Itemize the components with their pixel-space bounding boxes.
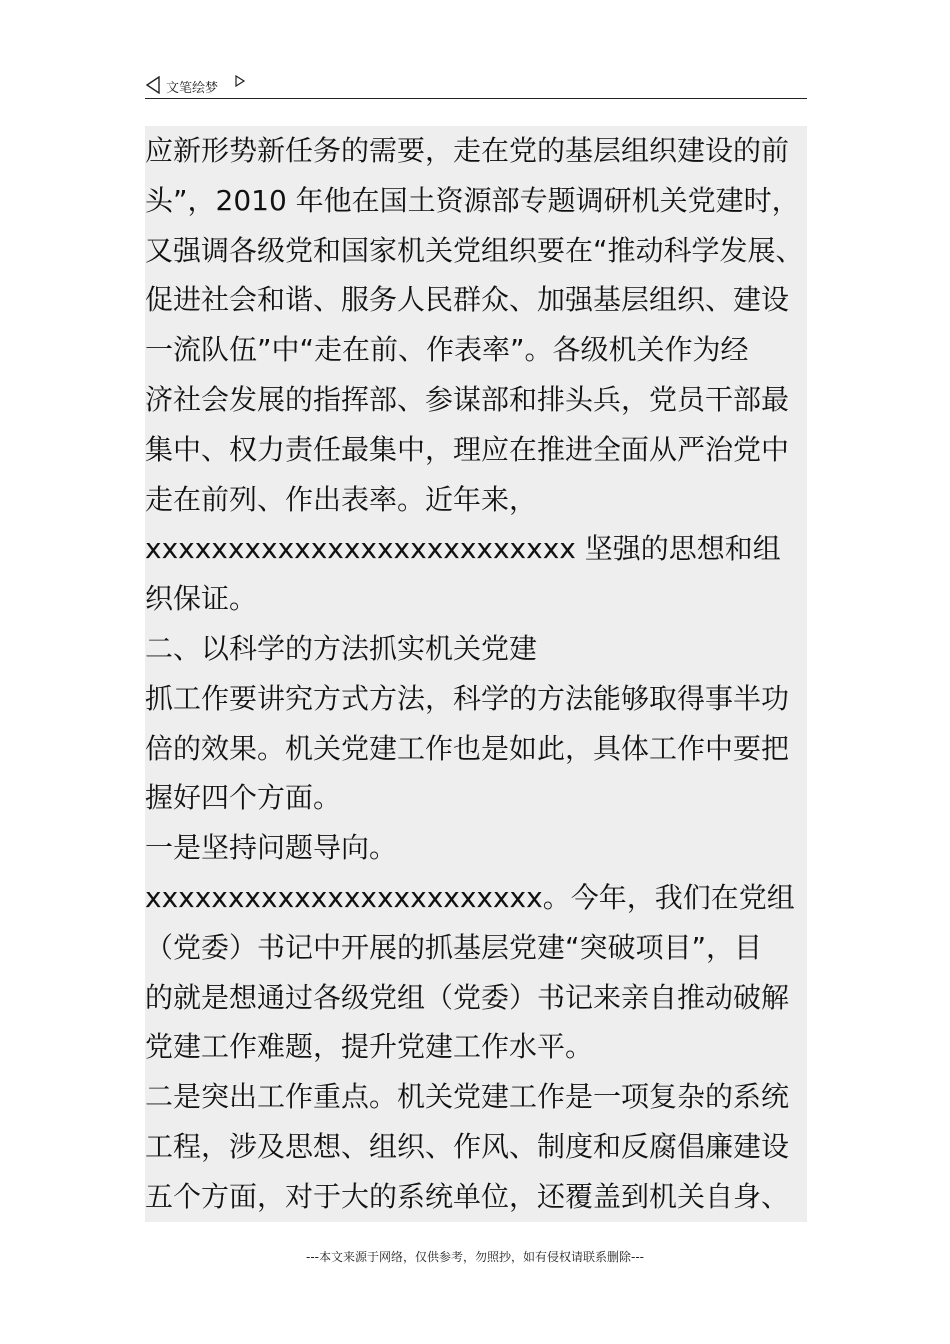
text-line: 握好四个方面。: [145, 781, 342, 815]
text-line: 工程，涉及思想、组织、作风、制度和反腐倡廉建设: [145, 1129, 790, 1163]
text-line: 集中、权力责任最集中，理应在推进全面从严治党中: [145, 432, 790, 466]
text-line: 织保证。: [145, 582, 258, 616]
text-line: 五个方面，对于大的系统单位，还覆盖到机关自身、: [145, 1179, 790, 1213]
text-line: xxxxxxxxxxxxxxxxxxxxxxxx。今年，我们在党组: [145, 880, 795, 914]
page-footer: ---本文来源于网络，仅供参考，勿照抄，如有侵权请联系删除---: [306, 1250, 644, 1264]
text-line: 又强调各级党和国家机关党组织要在“推动科学发展、: [145, 233, 804, 267]
text-line: 二是突出工作重点。机关党建工作是一项复杂的系统: [145, 1080, 790, 1114]
header-title: 文笔绘梦: [166, 81, 219, 96]
document-body: [145, 126, 807, 1222]
triangle-left-icon: [145, 76, 161, 94]
text-line: 抓工作要讲究方式方法，科学的方法能够取得事半功: [145, 681, 790, 715]
page-header: [145, 72, 807, 99]
text-line: 倍的效果。机关党建工作也是如此，具体工作中要把: [145, 731, 790, 765]
text-line: 党建工作难题，提升党建工作水平。: [145, 1030, 594, 1064]
text-line: （党委）书记中开展的抓基层党建“突破项目”，目: [145, 930, 763, 964]
text-line: 促进社会和谐、服务人民群众、加强基层组织、建设: [145, 283, 790, 317]
text-line: 的就是想通过各级党组（党委）书记来亲自推动破解: [145, 980, 790, 1014]
text-line: 一流队伍”中“走在前、作表率”。各级机关作为经: [145, 333, 749, 367]
triangle-right-icon: [235, 75, 245, 87]
text-line: 头”，2010 年他在国土资源部专题调研机关党建时，: [145, 183, 800, 217]
text-line: 一是坚持问题导向。: [145, 831, 398, 865]
section-heading: 二、以科学的方法抓实机关党建: [145, 631, 538, 665]
text-line: 走在前列、作出表率。近年来，: [145, 482, 538, 516]
text-line: 应新形势新任务的需要，走在党的基层组织建设的前: [145, 134, 790, 167]
text-line: 济社会发展的指挥部、参谋部和排头兵，党员干部最: [145, 382, 790, 416]
text-line: xxxxxxxxxxxxxxxxxxxxxxxxxx 坚强的思想和组: [145, 532, 781, 566]
